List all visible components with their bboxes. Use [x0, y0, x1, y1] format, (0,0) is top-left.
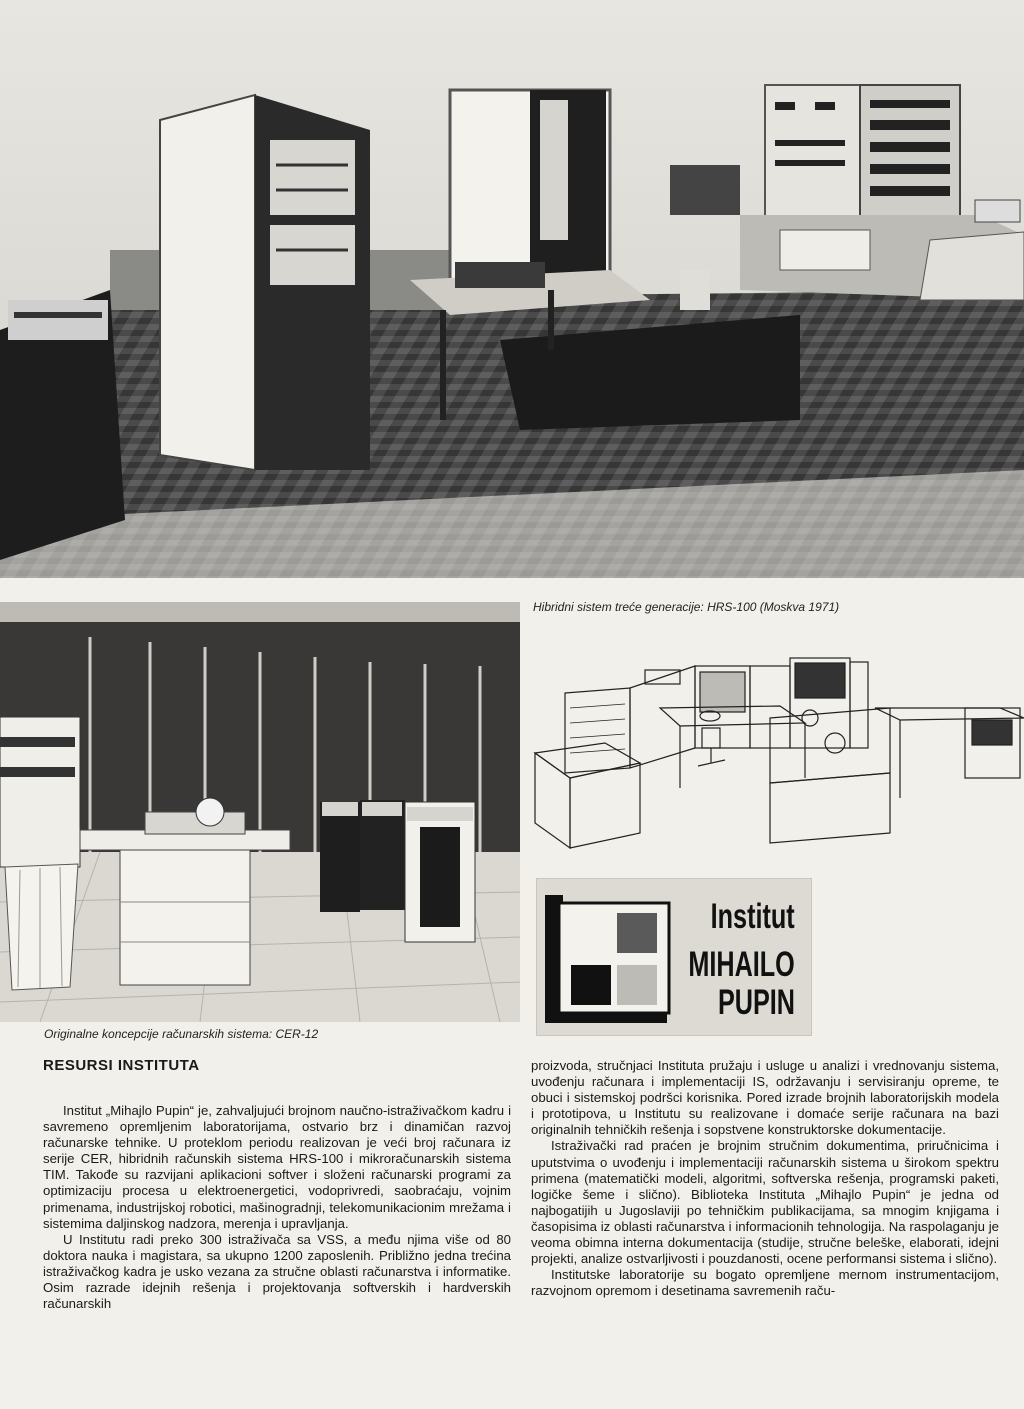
logo-mark-icon [545, 889, 677, 1027]
lab-photo-hrs100 [0, 0, 1024, 578]
paragraph: proizvoda, stručnjaci Instituta pružaju i usluge u analizi i vrednovanju sistema, uvođenju računara i implementaciji IS, održavanju i servisiranju opreme, te obuci i sistemskoj podršci korisnika. Pored izrade brojnih laboratorijskih modela i prototipova, u Institutu su realizovane i domaće serije računara na bazi originalnih tehničkih rešenja i sopstvene konstruktorske dokumentacije. [531, 1058, 999, 1138]
paragraph: Institutske laboratorije su bogato opremljene mernom instrumentacijom, razvojnom opremom i desetinama savremenih raču- [531, 1267, 999, 1299]
article-column-right [531, 1058, 999, 1299]
photo-caption-cer12: Originalne koncepcije računarskih sistema: CER-12 [44, 1027, 319, 1041]
logo-text-institut: Institut [711, 897, 795, 936]
lab-photo-cer12 [0, 602, 520, 1022]
article-column-left [43, 1103, 511, 1312]
hrs100-line-drawing [530, 648, 1024, 860]
institute-logo [536, 878, 812, 1036]
article-heading: RESURSI INSTITUTA [43, 1057, 200, 1074]
logo-text-mihailo: MIHAILO [688, 945, 795, 984]
paragraph: U Institutu radi preko 300 istraživača sa VSS, a među njima više od 80 doktora nauka i magistara, sa ukupno 1200 zaposlenih. Približno jedna trećina istraživačkog kadra je usko vezana za stručne oblasti računarstva i informatike. Osim razrade idejnih rešenja i projektovanja softverskih i hardverskih računarskih [43, 1231, 511, 1312]
logo-text-pupin: PUPIN [717, 983, 795, 1022]
paragraph: Institut „Mihajlo Pupin“ je, zahvaljujući brojnom naučno-istraživačkom kadru i savremeno opremljenim laboratorijama, ostvario brz i dinamičan razvoj računarske tehnike. U proteklom periodu realizovan je veći broj računara iz serije CER, hibridnih računskih sistema HRS-100 i mikroračunarskih sistema TIM. Takođe su razvijani aplikacioni softver i složeni računarski programi za optimizaciju procesa u elektroenergetici, vodoprivredi, saobraćaju, vojnim primenama, industrijskoj robotici, mašinogradnji, telekomunikacionim mrežama i sistemima daljinskog nadzora, merenja i upravljanja. [43, 1103, 511, 1231]
paragraph: Istraživački rad praćen je brojnim stručnim dokumentima, priručnicima i uputstvima o uvođenju i implementaciji računarskih sistema u širokom spektru primena (matematički modeli, algoritmi, softverska rešenja, programski paketi, logičke šeme i slično). Biblioteka Instituta „Mihajlo Pupin“ je jedna od najbogatijih u Jugoslaviji po tehničkim publikacijama, sa mnogim knjigama i časopisima iz oblasti računarstva i informacionih tehnologija. Na raspolaganju je veoma obimna interna dokumentacija (studije, stručne beleške, elaborati, idejni projekti, analize ostvarljivosti i pouzdanosti, ocene performansi sistema i slično). [531, 1138, 999, 1267]
photo-caption-hrs100: Hibridni sistem treće generacije: HRS-100 (Moskva 1971) [533, 600, 840, 614]
